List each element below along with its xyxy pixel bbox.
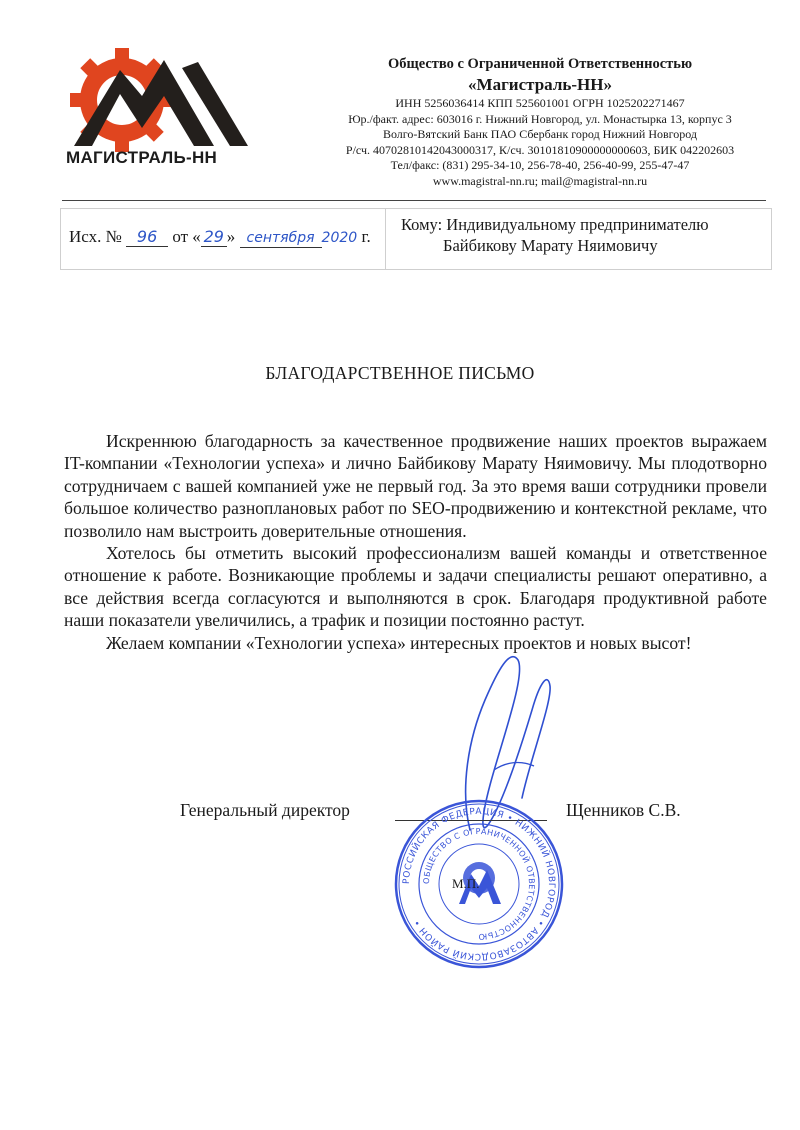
- logo-wordmark: МАГИСТРАЛЬ-НН: [66, 148, 218, 167]
- stamp-inner-text: ОБЩЕСТВО С ОГРАНИЧЕННОЙ ОТВЕТСТВЕННОСТЬЮ: [421, 826, 537, 942]
- org-ids: ИНН 5256036414 КПП 525601001 ОГРН 1025202271467: [395, 96, 685, 110]
- outgoing-reference: [69, 227, 371, 248]
- org-accounts: Р/сч. 40702810142043000317, К/сч. 30101810900000000603, БИК 042202603: [345, 142, 735, 157]
- ref-number: 96: [136, 227, 158, 246]
- org-phones: Тел/факс: (831) 295-34-10, 256-78-40, 256-40-99, 255-47-47: [390, 158, 690, 173]
- body-paragraph-2: Хотелось бы отметить высокий профессионализм вашей команды и ответственное отношение к работе. Возникающие проблемы и задачи специалисты решают оперативно, а все действия всегда согласуются и выполняются в срок. Благодаря продуктивной работе наши показатели увеличились, а трафик и позиции постоянно растут.: [64, 543, 767, 631]
- ref-prefix: Исх. №: [69, 227, 122, 246]
- ref-year: 2020: [321, 230, 358, 246]
- org-web: www.magistral-nn.ru; mail@magistral-nn.ru: [432, 173, 648, 188]
- org-type: Общество с Ограниченной Ответственностью: [387, 56, 693, 72]
- org-bank: Волго-Вятский Банк ПАО Сбербанк город Нижний Новгород: [382, 127, 698, 142]
- header-divider: [62, 200, 766, 201]
- ref-day: 29: [203, 227, 224, 246]
- ref-month: сентября: [246, 230, 315, 246]
- org-name: «Магистраль-НН»: [468, 75, 612, 94]
- reference-box-divider: [385, 209, 386, 269]
- seal-placeholder-label: М.П.: [452, 876, 480, 891]
- ref-day-field: [201, 228, 227, 247]
- body-paragraph-3: Желаем компании «Технологии успеха» интересных проектов и новых высот!: [106, 632, 692, 653]
- ref-mid: »: [226, 227, 236, 246]
- ref-month-field: [240, 228, 322, 248]
- addressee-block: [401, 214, 761, 256]
- ref-suffix: г.: [361, 227, 371, 246]
- signatory-name: Щенников С.В.: [566, 800, 681, 820]
- org-address: Юр./факт. адрес: 603016 г. Нижний Новгород, ул. Монастырка 13, корпус 3: [348, 111, 732, 126]
- body-paragraph-1: Искреннюю благодарность за качественное продвижение наших проектов выражаем IT-компании «Технологии успеха» и лично Байбикову Марату Няимовичу. Мы плодотворно сотрудничаем с вашей компанией уже не первый год. За это время ваши сотрудники провели большое количество разноплановых работ по SEO-продвижению и контекстной рекламе, что позволило нам выстроить доверительные отношения.: [64, 431, 767, 541]
- reference-box: [60, 208, 772, 270]
- ref-from: от «: [172, 227, 201, 246]
- organization-header: [300, 55, 780, 190]
- stamp-outer-text: РОССИЙСКАЯ ФЕДЕРАЦИЯ • НИЖНИЙ НОВГОРОД • АВТОЗАВОДСКИЙ РАЙОН •: [401, 806, 557, 962]
- gear-logo-icon: [62, 48, 252, 153]
- ref-number-field: [126, 228, 168, 247]
- signatory-title: Генеральный директор: [180, 800, 350, 820]
- company-logo: [62, 48, 252, 173]
- addressee-line-1: Кому: Индивидуальному предпринимателю: [401, 215, 709, 234]
- letter-title: БЛАГОДАРСТВЕННОЕ ПИСЬМО: [265, 363, 535, 383]
- addressee-line-2: Байбикову Марату Няимовичу: [443, 236, 658, 255]
